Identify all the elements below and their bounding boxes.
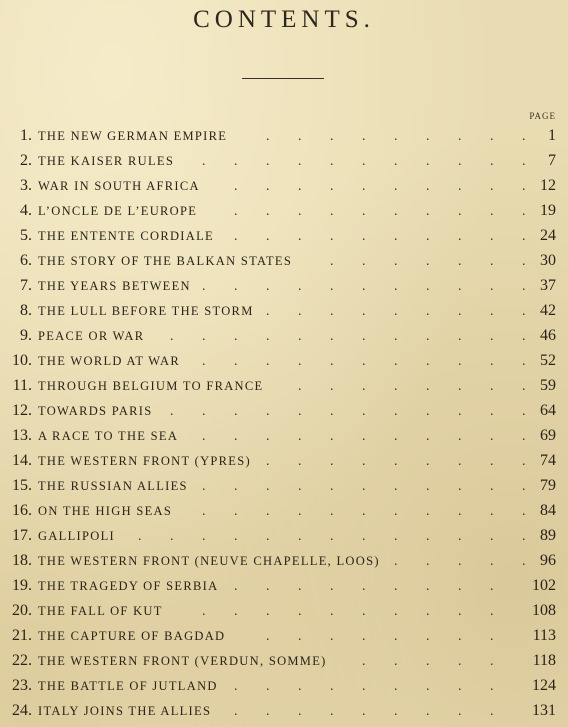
toc-entry [0,549,568,574]
chapter-number: 11. [12,377,32,394]
chapter-title: THE YEARS BETWEEN [38,279,191,293]
chapter-title: L’ONCLE DE L’EUROPE [38,204,198,218]
chapter-number: 2. [20,152,32,169]
toc-entry [0,699,568,724]
dot-leader: . . . . . . . . . . . [202,479,526,494]
dot-leader: . . . . . . . . . . . [202,504,526,519]
chapter-title: THE RUSSIAN ALLIES [38,479,188,493]
chapter-number: 4. [20,202,32,219]
dot-leader: . . . . . . . . . . [202,604,494,619]
chapter-number: 24. [12,702,32,719]
dot-leader: . . . . . . . . [266,629,494,644]
page-number: 42 [540,302,556,319]
toc-entry [0,574,568,599]
toc-entry [0,149,568,174]
chapter-number: 23. [12,677,32,694]
dot-leader: . . . . . . . [330,254,526,269]
page-number: 30 [540,252,556,269]
dot-leader: . . . . . . . . [298,379,526,394]
toc-entry [0,274,568,299]
dot-leader: . . . . . . . . . . . . . [138,529,526,544]
page-number: 124 [532,677,556,694]
dot-leader: . . . . . . . . . . . . [170,329,526,344]
toc-entry [0,224,568,249]
dot-leader: . . . . . . . . . . . [202,429,526,444]
chapter-title: THE WESTERN FRONT (VERDUN, SOMME) [38,654,327,668]
page-number: 59 [540,377,556,394]
toc-entry [0,524,568,549]
chapter-number: 22. [12,652,32,669]
chapter-title: THE STORY OF THE BALKAN STATES [38,254,293,268]
page-number: 24 [540,227,556,244]
chapter-number: 3. [20,177,32,194]
page-number: 19 [540,202,556,219]
page-number: 96 [540,552,556,569]
chapter-number: 10. [12,352,32,369]
table-of-contents [0,124,568,724]
chapter-title: A RACE TO THE SEA [38,429,179,443]
page-number: 113 [532,627,556,644]
page-number: 7 [548,152,556,169]
dot-leader: . . . . . . . . . . . . [170,404,526,419]
chapter-title: THE ENTENTE CORDIALE [38,229,214,243]
page-number: 37 [540,277,556,294]
dot-leader: . . . . . . . . . . [234,204,526,219]
chapter-title: THE WORLD AT WAR [38,354,180,368]
toc-entry [0,199,568,224]
toc-entry [0,449,568,474]
toc-entry [0,324,568,349]
toc-entry [0,174,568,199]
toc-entry [0,424,568,449]
chapter-number: 6. [20,252,32,269]
chapter-title: THE TRAGEDY OF SERBIA [38,579,219,593]
dot-leader: . . . . . . . . . [266,454,526,469]
chapter-number: 14. [12,452,32,469]
page-column-label: PAGE [529,111,556,121]
dot-leader: . . . . . . . . . [234,579,494,594]
toc-entry [0,299,568,324]
chapter-number: 8. [20,302,32,319]
page-number: 64 [540,402,556,419]
page-number: 46 [540,327,556,344]
chapter-title: THE LULL BEFORE THE STORM [38,304,254,318]
toc-entry [0,474,568,499]
toc-entry [0,399,568,424]
dot-leader: . . . . . [362,654,494,669]
dot-leader: . . . . . . . . . . . [202,354,526,369]
toc-entry [0,499,568,524]
chapter-title: WAR IN SOUTH AFRICA [38,179,200,193]
toc-entry [0,624,568,649]
chapter-title: ITALY JOINS THE ALLIES [38,704,212,718]
chapter-title: TOWARDS PARIS [38,404,153,418]
chapter-title: THE NEW GERMAN EMPIRE [38,129,228,143]
chapter-title: THROUGH BELGIUM TO FRANCE [38,379,264,393]
chapter-number: 17. [12,527,32,544]
chapter-title: GALLIPOLI [38,529,115,543]
chapter-number: 21. [12,627,32,644]
dot-leader: . . . . . . . . . . [234,179,526,194]
page-number: 84 [540,502,556,519]
toc-entry [0,124,568,149]
page-number: 89 [540,527,556,544]
dot-leader: . . . . . . . . . [266,304,526,319]
dot-leader: . . . . . . . . . . . [202,154,526,169]
chapter-number: 12. [12,402,32,419]
chapter-number: 1. [20,127,32,144]
page-number: 108 [532,602,556,619]
page-number: 131 [532,702,556,719]
page-number: 1 [548,127,556,144]
chapter-title: THE CAPTURE OF BAGDAD [38,629,226,643]
chapter-number: 5. [20,227,32,244]
chapter-number: 18. [12,552,32,569]
dot-leader: . . . . . . . . . [234,679,494,694]
toc-entry [0,349,568,374]
chapter-number: 13. [12,427,32,444]
dot-leader: . . . . . [394,554,526,569]
chapter-title: THE WESTERN FRONT (YPRES) [38,454,251,468]
toc-entry [0,674,568,699]
dot-leader: . . . . . . . . . [266,129,526,144]
page-number: 79 [540,477,556,494]
page-title: CONTENTS. [193,6,375,33]
chapter-number: 20. [12,602,32,619]
title-rule [242,78,324,79]
page-number: 118 [532,652,556,669]
page-number: 102 [532,577,556,594]
chapter-number: 16. [12,502,32,519]
chapter-title: THE BATTLE OF JUTLAND [38,679,218,693]
chapter-number: 9. [20,327,32,344]
chapter-number: 19. [12,577,32,594]
toc-entry [0,249,568,274]
chapter-title: PEACE OR WAR [38,329,145,343]
chapter-number: 7. [20,277,32,294]
chapter-number: 15. [12,477,32,494]
page-number: 74 [540,452,556,469]
toc-entry [0,599,568,624]
chapter-title: THE WESTERN FRONT (NEUVE CHAPELLE, LOOS) [38,554,380,568]
page-number: 12 [540,177,556,194]
toc-entry [0,374,568,399]
dot-leader: . . . . . . . . . . . [202,279,526,294]
toc-entry [0,649,568,674]
dot-leader: . . . . . . . . . . [234,229,526,244]
page-number: 69 [540,427,556,444]
chapter-title: THE KAISER RULES [38,154,175,168]
chapter-title: THE FALL OF KUT [38,604,163,618]
dot-leader: . . . . . . . . . [234,704,494,719]
page-number: 52 [540,352,556,369]
chapter-title: ON THE HIGH SEAS [38,504,173,518]
